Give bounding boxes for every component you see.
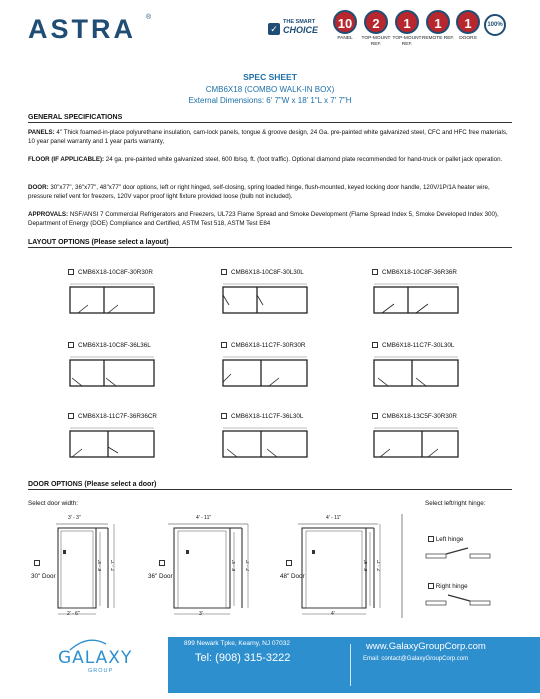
layout-option-6[interactable] (372, 342, 512, 404)
layout-option-4[interactable] (68, 342, 208, 404)
company-phone[interactable]: Tel: (908) 315-3222 (195, 652, 291, 664)
door-48-label: 48" Door (280, 573, 305, 580)
door-48-top-dim: 4' - 11" (326, 515, 342, 521)
external-dimensions: External Dimensions: 6' 7"W x 18' 1"L x 7' 7"H (188, 96, 352, 105)
approvals-label: APPROVALS: (28, 211, 69, 218)
door-36-total-height-dim: 7' - 7" (245, 559, 251, 572)
floor-label: FLOOR (IF APPLICABLE): (28, 156, 105, 163)
layout-label: CMB6X18-10C8F-30L30L (231, 269, 304, 276)
smart-choice-badge (268, 18, 320, 38)
panels-spec (28, 128, 512, 146)
layout-checkbox[interactable] (372, 342, 378, 348)
warranty-badge-doors (451, 10, 485, 42)
registered-mark: ® (146, 14, 152, 21)
door-30-top-dim: 3' - 3" (68, 515, 81, 521)
smart-choice-line2: CHOICE (283, 25, 319, 35)
door-36-label: 36" Door (148, 573, 173, 580)
door-36-bottom-dim: 3' (199, 611, 203, 617)
door-options-heading: DOOR OPTIONS (Please select a door) (28, 481, 512, 490)
right-hinge-option[interactable] (428, 583, 468, 590)
warranty-badge-caption: TOP-MOUNT REF. (361, 36, 391, 47)
door-30-label: 30" Door (31, 573, 56, 580)
left-hinge-checkbox[interactable] (428, 536, 434, 542)
brand-logo: ASTRA (28, 14, 136, 44)
layout-floorplan (221, 281, 311, 317)
layout-floorplan (372, 425, 462, 461)
warranty-badge-topmount (359, 10, 393, 47)
door-30-height-dim: 6' - 5" (97, 559, 103, 572)
layout-option-9[interactable] (372, 413, 512, 475)
warranty-badge-value: 10 (333, 10, 357, 34)
layout-label: CMB6X18-13C5F-30R30R (382, 413, 457, 420)
company-logo-sub: GROUP (88, 668, 114, 674)
door-width-prompt: Select door width: (28, 500, 79, 507)
model-title: CMB6X18 (COMBO WALK-IN BOX) (205, 85, 335, 94)
door-text: 30"x77", 36"x77", 48"x77" door options, left or right hinged, self-closing, spring loaded hinge, flush-mounted, keyed locking door handle, 120V/1P/1A heater wire, pressure relief vent for freezers, 120V vapor proof light fixture provided loose (bulb not included). (28, 184, 490, 201)
warranty-badge-value: 1 (426, 10, 450, 34)
layout-option-2[interactable] (221, 269, 361, 331)
layout-checkbox[interactable] (221, 269, 227, 275)
door-36-height-dim: 6' - 5" (231, 559, 237, 572)
door-36-top-dim: 4' - 11" (196, 515, 212, 521)
layout-checkbox[interactable] (221, 413, 227, 419)
layout-checkbox[interactable] (68, 269, 74, 275)
layout-label: CMB6X18-10C8F-36R36R (382, 269, 457, 276)
layout-floorplan (372, 354, 462, 390)
layout-label: CMB6X18-10C8F-36L36L (78, 342, 151, 349)
layout-checkbox[interactable] (372, 269, 378, 275)
right-hinge-label: Right hinge (435, 583, 468, 590)
layout-label: CMB6X18-11C7F-36R36CR (78, 413, 157, 420)
layout-checkbox[interactable] (68, 342, 74, 348)
door-label: DOOR: (28, 184, 49, 191)
door-48-total-height-dim: 7' - 7" (376, 559, 382, 572)
warranty-badge-topmount-2 (390, 10, 424, 47)
door-30-total-height-dim: 7' - 7" (110, 559, 116, 572)
left-hinge-diagram (424, 546, 494, 562)
layout-floorplan (68, 354, 158, 390)
warranty-badge-value: 1 (395, 10, 419, 34)
door-30-drawing (28, 520, 138, 620)
door-48-drawing (278, 520, 388, 620)
door-30-checkbox[interactable] (34, 560, 40, 567)
hinge-prompt: Select left/right hinge: (425, 500, 486, 507)
layout-floorplan (68, 425, 158, 461)
layout-option-7[interactable] (68, 413, 208, 475)
layout-checkbox[interactable] (372, 413, 378, 419)
warranty-badge-value: 1 (456, 10, 480, 34)
layout-label: CMB6X18-11C7F-30R30R (231, 342, 306, 349)
panels-text: 4" Thick foamed-in-place polyurethane insulation, cam-lock panels, tongue & groove design, 24 Ga. pre-painted white galvanized steel, CFC and HFC free materials, 10 year panel warranty and 1 year parts warranty, (28, 129, 508, 146)
warranty-badge-remote (421, 10, 455, 42)
warranty-badge-caption: TOP-MOUNT REF. (392, 36, 422, 47)
layout-floorplan (372, 281, 462, 317)
layout-label: CMB6X18-11C7F-30L30L (382, 342, 455, 349)
door-spec (28, 183, 512, 201)
door-48-height-dim: 6' - 5" (363, 559, 369, 572)
right-hinge-diagram (424, 593, 494, 609)
warranty-badge-value: 2 (364, 10, 388, 34)
company-address: 899 Newark Tpke, Kearny, NJ 07032 (184, 640, 290, 647)
layout-checkbox[interactable] (221, 342, 227, 348)
left-hinge-option[interactable] (428, 536, 463, 543)
left-hinge-label: Left hinge (435, 536, 464, 543)
general-specs-heading: GENERAL SPECIFICATIONS (28, 114, 512, 123)
hinge-divider (400, 512, 418, 622)
warranty-badge-caption: REMOTE REF. (421, 36, 455, 41)
quality-badge: 100% (484, 14, 506, 36)
company-website[interactable]: www.GalaxyGroupCorp.com (366, 641, 486, 652)
approvals-spec (28, 210, 512, 228)
layout-checkbox[interactable] (68, 413, 74, 419)
door-30-bottom-dim: 2' - 6" (67, 611, 80, 617)
right-hinge-checkbox[interactable] (428, 583, 434, 589)
contact-divider (350, 644, 351, 686)
warranty-badge-caption: PANEL (337, 36, 353, 41)
layout-floorplan (68, 281, 158, 317)
company-logo: GALAXY (58, 648, 133, 668)
layout-label: CMB6X18-11C7F-36L30L (231, 413, 304, 420)
layout-floorplan (221, 354, 311, 390)
header (0, 0, 540, 60)
layout-options-heading: LAYOUT OPTIONS (Please select a layout) (28, 239, 512, 248)
layout-option-8[interactable] (221, 413, 361, 475)
door-48-checkbox[interactable] (286, 560, 292, 567)
layout-label: CMB6X18-10C8F-30R30R (78, 269, 153, 276)
footer (0, 630, 540, 699)
smart-choice-line1: THE SMART (283, 19, 316, 25)
door-36-checkbox[interactable] (159, 560, 165, 567)
warranty-badge-panel (328, 10, 362, 42)
panels-label: PANELS: (28, 129, 55, 136)
door-48-bottom-dim: 4' (331, 611, 335, 617)
warranty-badge-caption: DOORS (459, 36, 477, 41)
company-email[interactable]: Email: contact@GalaxyGroupCorp.com (363, 656, 469, 662)
layout-option-1[interactable] (68, 269, 208, 331)
approvals-text: NSF/ANSI 7 Commercial Refrigerators and Freezers, UL723 Flame Spread and Smoke Development (Flame Spread Index 5, Smoke Developed Index 300), Department of Energy (DOE) Compliance and Certified, ASTM Test 518, ASTM Test E84 (28, 211, 499, 228)
layout-option-5[interactable] (221, 342, 361, 404)
door-36-drawing (148, 520, 258, 620)
floor-spec (28, 155, 512, 164)
layout-option-3[interactable] (372, 269, 512, 331)
check-icon: ✓ (268, 23, 280, 35)
layout-floorplan (221, 425, 311, 461)
floor-text: 24 ga. pre-painted white galvanized steel, 600 lb/sq. ft. (foot traffic). Optional diamond plate recommended for hand-truck or pallet jack operation. (104, 156, 503, 163)
sheet-heading: SPEC SHEET (243, 72, 297, 82)
